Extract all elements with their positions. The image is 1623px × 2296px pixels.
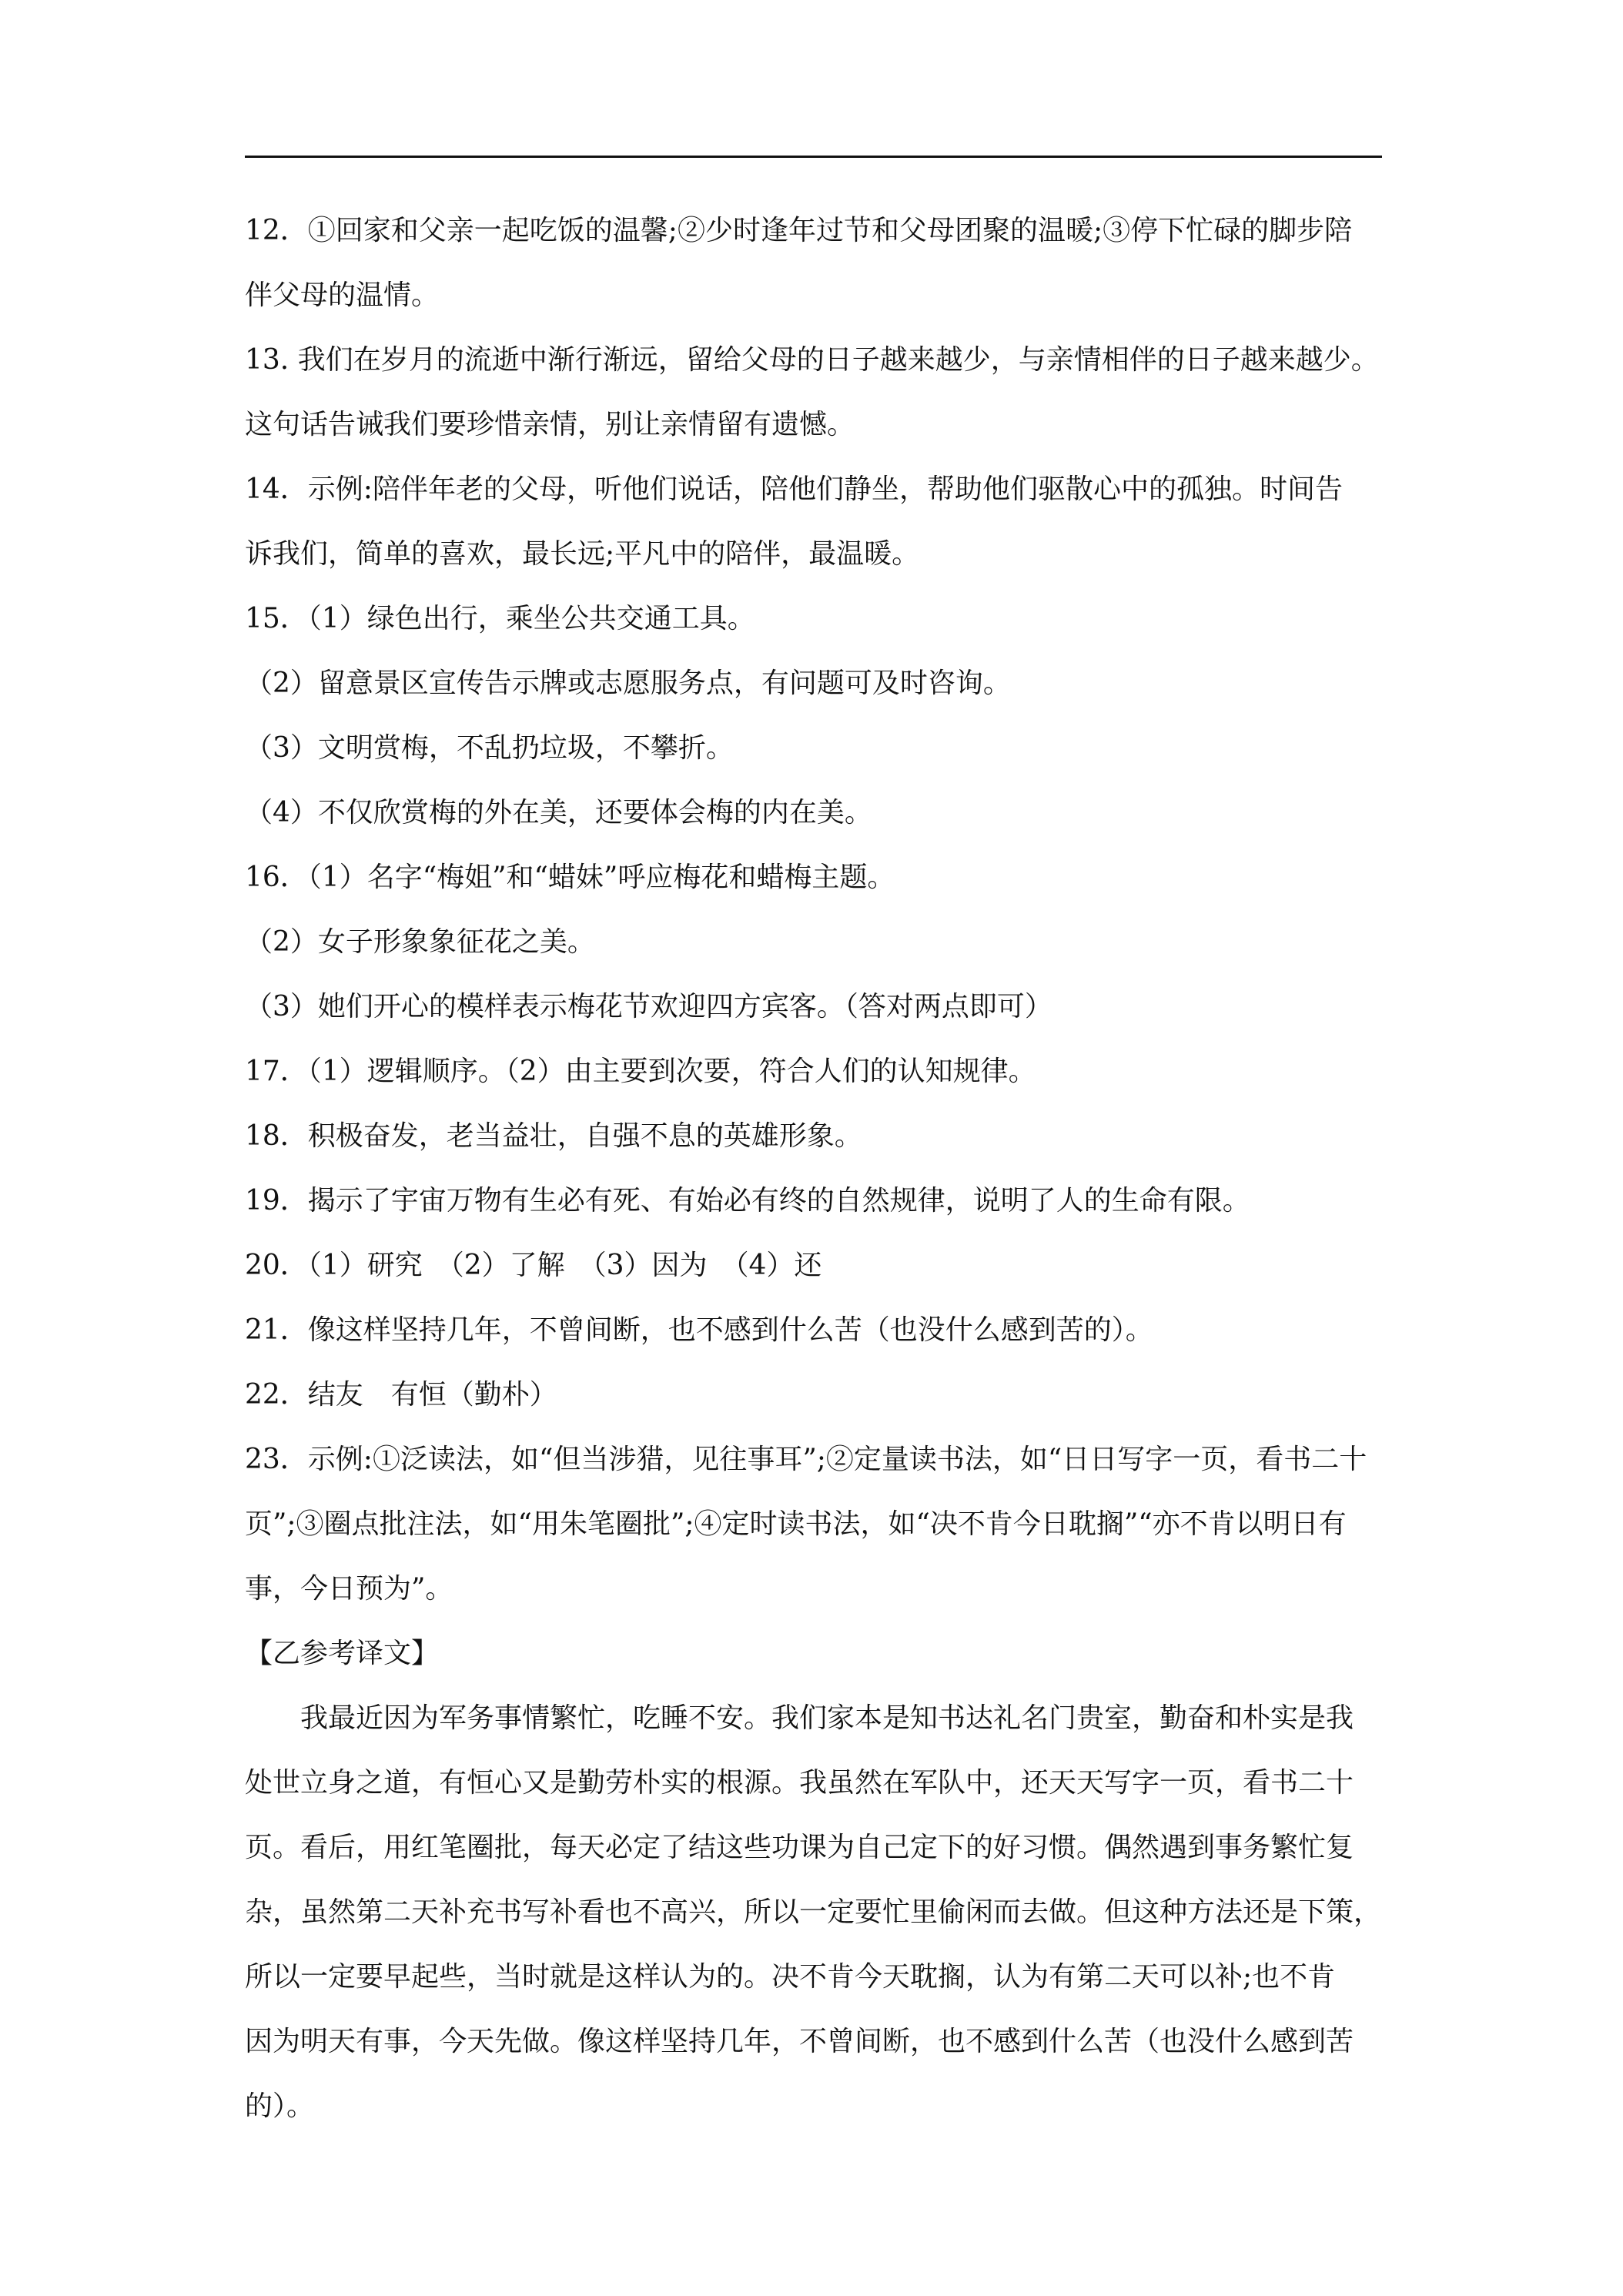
answer-line: 16．（1）名字“梅姐”和“蜡妹”呼应梅花和蜡梅主题。 — [245, 862, 895, 893]
header-rule — [245, 156, 1382, 158]
answer-line: 13. 我们在岁月的流逝中渐行渐远，留给父母的日子越来越少，与亲情相伴的日子越来越少。 — [245, 344, 1379, 376]
translation-line: 我最近因为军务事情繁忙，吃睡不安。我们家本是知书达礼名门贵室，勤奋和朴实是我 — [300, 1702, 1354, 1734]
answer-line: 22．结友 有恒（勤朴） — [245, 1379, 557, 1411]
answer-item — [245, 1104, 1382, 1169]
answer-line: 17．（1）逻辑顺序。（2）由主要到次要，符合人们的认知规律。 — [245, 1056, 1036, 1087]
translation-line: 杂，虽然第二天补充书写补看也不高兴，所以一定要忙里偷闲而去做。但这种方法还是下策， — [245, 1896, 1382, 1928]
answer-item — [245, 1233, 1382, 1298]
answer-item — [245, 1169, 1382, 1233]
answer-item — [245, 457, 1382, 587]
translation-line: 因为明天有事，今天先做。像这样坚持几年，不曾间断，也不感到什么苦（也没什么感到苦 — [245, 2026, 1354, 2057]
answer-content — [245, 199, 1382, 2139]
answer-line: 18．积极奋发，老当益壮，自强不息的英雄形象。 — [245, 1120, 862, 1152]
answer-line: 20．（1）研究 （2）了解 （3）因为 （4）还 — [245, 1250, 822, 1281]
translation-line: 的）。 — [245, 2090, 315, 2122]
answer-item — [245, 1427, 1382, 1622]
answer-item — [245, 199, 1382, 328]
translation-line: 所以一定要早起些，当时就是这样认为的。决不肯今天耽搁，认为有第二天可以补;也不肯 — [245, 1961, 1336, 1993]
answer-line: 15．（1）绿色出行，乘坐公共交通工具。 — [245, 603, 755, 634]
answer-line: 这句话告诫我们要珍惜亲情，别让亲情留有遗憾。 — [245, 409, 855, 440]
answer-line: 事，今日预为”。 — [245, 1573, 453, 1605]
answer-line: 伴父母的温情。 — [245, 279, 440, 311]
answer-item — [245, 328, 1382, 457]
answer-item — [245, 716, 1382, 781]
answer-line: （3）她们开心的模样表示梅花节欢迎四方宾客。（答对两点即可） — [245, 991, 1052, 1022]
answer-line: （3）文明赏梅，不乱扔垃圾，不攀折。 — [245, 732, 734, 764]
answer-item — [245, 975, 1382, 1039]
answer-item — [245, 1039, 1382, 1104]
translation-heading — [245, 1622, 1382, 1686]
answer-line: 19．揭示了宇宙万物有生必有死、有始必有终的自然规律，说明了人的生命有限。 — [245, 1185, 1250, 1217]
answer-line: 诉我们，简单的喜欢，最长远;平凡中的陪伴，最温暖。 — [245, 538, 920, 570]
answer-line: （2）留意景区宣传告示牌或志愿服务点，有问题可及时咨询。 — [245, 668, 1011, 699]
answer-item — [245, 587, 1382, 651]
translation-line: 页。看后，用红笔圈批，每天必定了结这些功课为自己定下的好习惯。偶然遇到事务繁忙复 — [245, 1832, 1354, 1863]
answer-item — [245, 845, 1382, 910]
answer-line: 21．像这样坚持几年，不曾间断，也不感到什么苦（也没什么感到苦的）。 — [245, 1314, 1153, 1346]
translation-paragraph — [245, 1686, 1382, 2139]
translation-heading-text: 【乙参考译文】 — [245, 1638, 440, 1669]
answer-item — [245, 1363, 1382, 1427]
answer-line: 14．示例:陪伴年老的父母，听他们说话，陪他们静坐，帮助他们驱散心中的孤独。时间告 — [245, 474, 1343, 505]
answer-line: （2）女子形象象征花之美。 — [245, 926, 595, 958]
answer-item — [245, 910, 1382, 975]
answer-line: 12．①回家和父亲一起吃饭的温馨;②少时逢年过节和父母团聚的温暖;③停下忙碌的脚步陪 — [245, 215, 1353, 246]
answer-item — [245, 781, 1382, 845]
answer-list — [245, 199, 1382, 1622]
translation-line: 处世立身之道，有恒心又是勤劳朴实的根源。我虽然在军队中，还天天写字一页，看书二十 — [245, 1767, 1354, 1799]
answer-line: （4）不仅欣赏梅的外在美，还要体会梅的内在美。 — [245, 797, 872, 828]
answer-line: 23．示例:①泛读法，如“但当涉猎，见往事耳”;②定量读书法，如“日日写字一页，看书二十 — [245, 1444, 1367, 1475]
answer-item — [245, 1298, 1382, 1363]
answer-item — [245, 651, 1382, 716]
answer-line: 页”;③圈点批注法，如“用朱笔圈批”;④定时读书法，如“决不肯今日耽搁”“亦不肯以明日有 — [245, 1508, 1347, 1540]
